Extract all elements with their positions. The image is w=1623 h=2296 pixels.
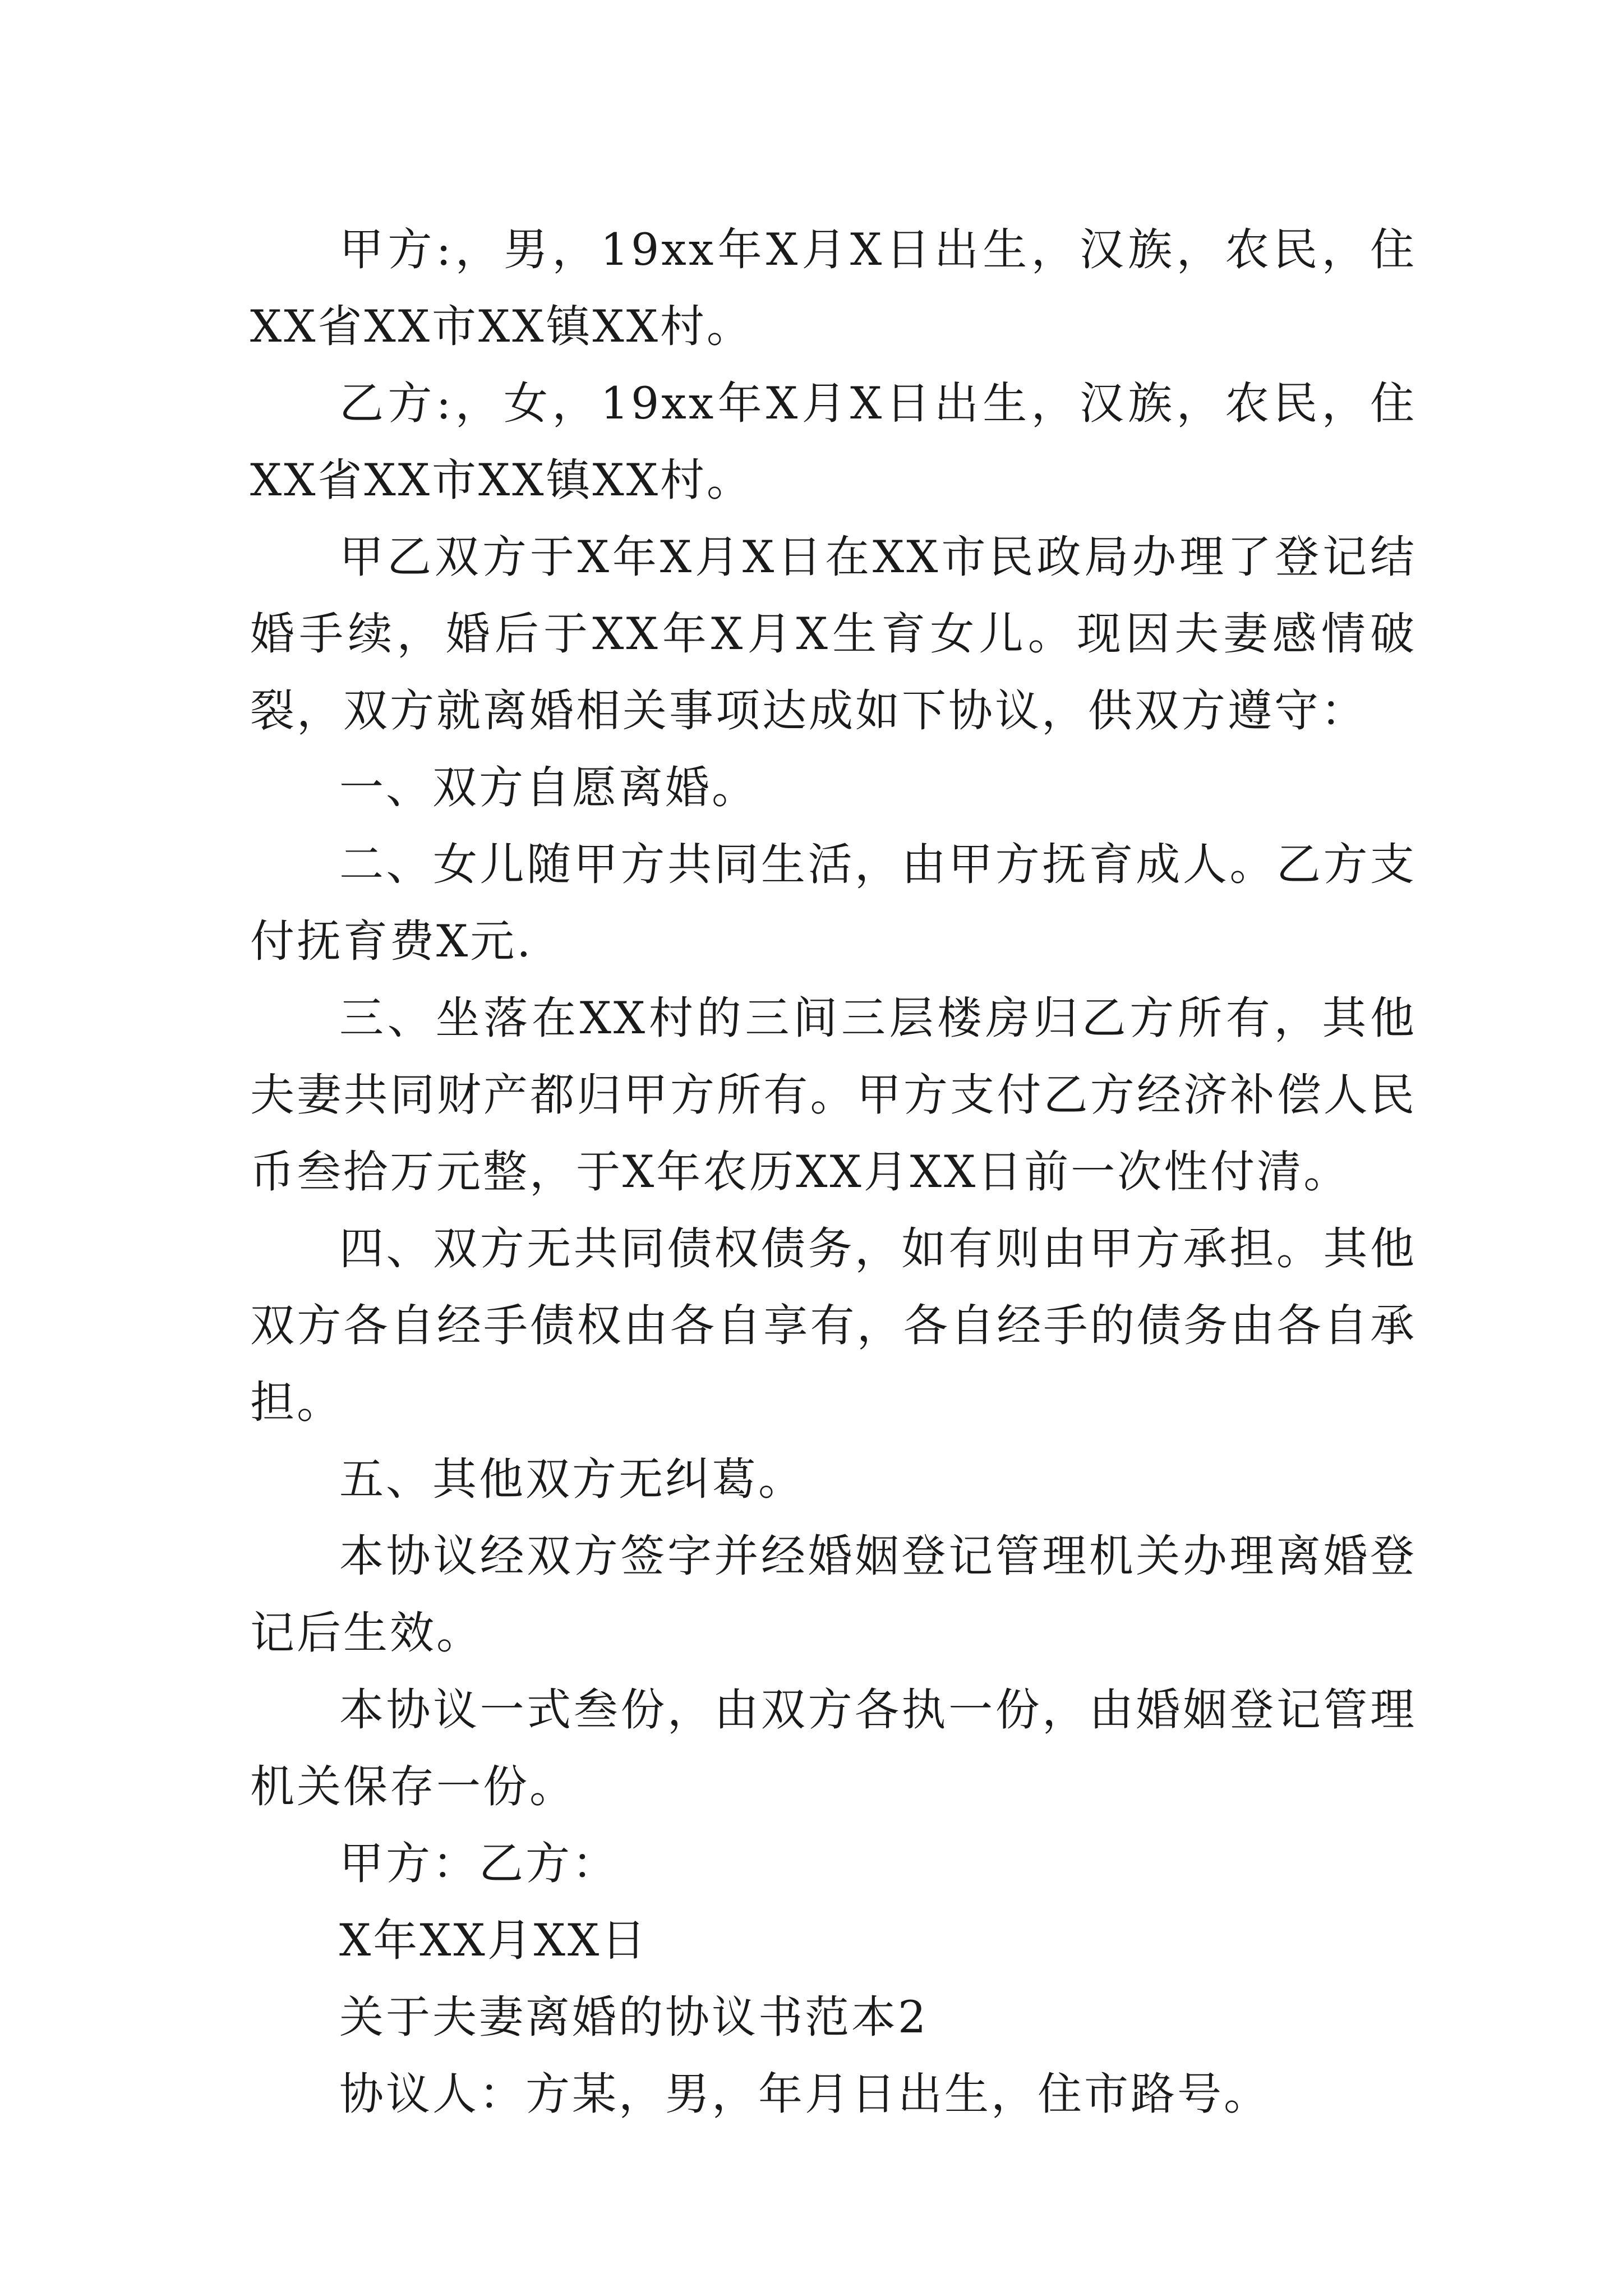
party-a-paragraph: 甲方:，男，19xx年X月X日出生，汉族，农民，住XX省XX市XX镇XX村。 <box>250 224 1417 352</box>
copies-paragraph: 本协议一式叁份，由双方各执一份，由婚姻登记管理机关保存一份。 <box>250 1684 1417 1812</box>
clause-2-paragraph: 二、女儿随甲方共同生活，由甲方抚育成人。乙方支付抚育费X元. <box>250 839 1417 967</box>
clause-3-paragraph: 三、坐落在XX村的三间三层楼房归乙方所有，其他夫妻共同财产都归甲方所有。甲方支付乙方经济补偿人民币叁拾万元整，于X年农历XX月XX日前一次性付清。 <box>250 992 1417 1198</box>
clause-1-paragraph: 一、双方自愿离婚。 <box>339 762 758 813</box>
clause-4-paragraph: 四、双方无共同债权债务，如有则由甲方承担。其他双方各自经手债权由各自享有，各自经手的债务由各自承担。 <box>250 1223 1417 1428</box>
signature-line: 甲方：乙方： <box>339 1838 619 1889</box>
clause-5-paragraph: 五、其他双方无纠葛。 <box>339 1453 805 1505</box>
section-title: 关于夫妻离婚的协议书范本2 <box>339 1991 929 2043</box>
marriage-background-paragraph: 甲乙双方于X年X月X日在XX市民政局办理了登记结婚手续，婚后于XX年X月X生育女儿。现因夫妻感情破裂，双方就离婚相关事项达成如下协议，供双方遵守： <box>250 531 1417 737</box>
agreement-party-line: 协议人：方某，男，年月日出生，住市路号。 <box>339 2068 1270 2120</box>
date-line: X年XX月XX日 <box>339 1915 648 1966</box>
document-body <box>250 211 1417 2133</box>
effect-paragraph: 本协议经双方签字并经婚姻登记管理机关办理离婚登记后生效。 <box>250 1530 1417 1659</box>
party-b-paragraph: 乙方:，女，19xx年X月X日出生，汉族，农民，住XX省XX市XX镇XX村。 <box>250 378 1417 506</box>
